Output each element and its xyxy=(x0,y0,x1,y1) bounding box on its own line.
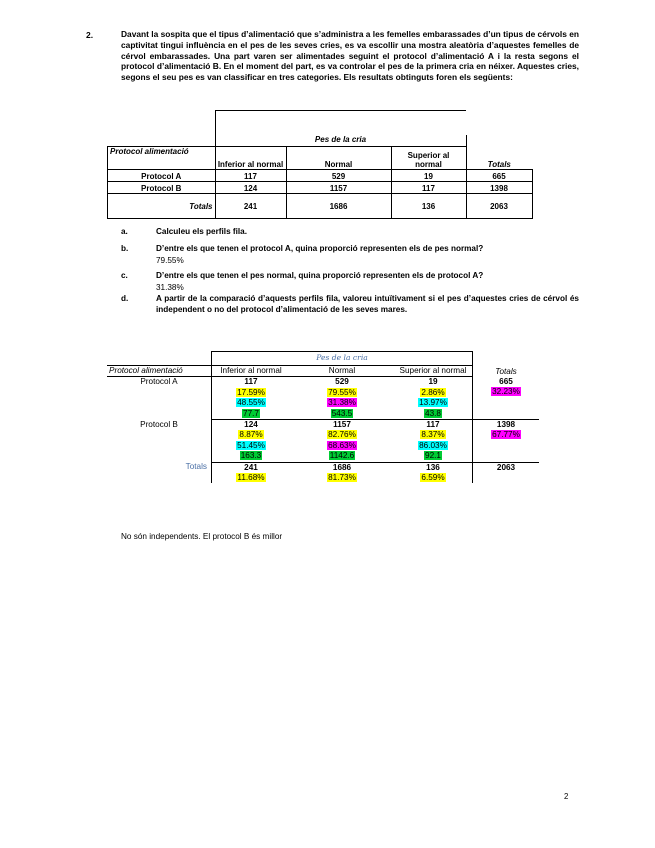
table1-totals-label: Totals xyxy=(108,194,216,219)
row-profile-percent: 79.55% xyxy=(328,387,356,397)
table2-col-inferior: Inferior al normal xyxy=(212,366,291,377)
row-profile-percent: 17.59% xyxy=(237,387,265,397)
expected-value: 543.5 xyxy=(331,408,353,418)
table1-cell: 19 xyxy=(391,170,466,182)
total-percent: 67.77% xyxy=(492,430,520,440)
row-profile-percent: 8.87% xyxy=(239,430,263,440)
table1-cell: 1157 xyxy=(286,182,391,194)
column-profile-percent: 86.03% xyxy=(419,440,447,450)
question-c xyxy=(121,271,581,283)
expected-value: 92.1 xyxy=(425,451,441,461)
table2-totals-label: Totals xyxy=(107,462,212,483)
table2-cell-group xyxy=(473,420,540,463)
expected-value: 43.8 xyxy=(425,408,441,418)
question-a xyxy=(121,227,581,239)
conclusion-text: No són independents. El protocol B és millor xyxy=(121,532,283,541)
expected-value: 163.3 xyxy=(240,451,262,461)
column-profile-percent: 31.38% xyxy=(328,398,356,408)
table1-cell: 124 xyxy=(215,182,286,194)
table2-cell-group xyxy=(212,462,291,483)
table1-col-totals: Totals xyxy=(487,160,511,169)
table1-cell: 1686 xyxy=(286,194,391,219)
row-profile-percent: 6.59% xyxy=(421,473,445,483)
column-profile-percent: 13.97% xyxy=(419,398,447,408)
table1-cell: 117 xyxy=(215,170,286,182)
table2-col-superior: Superior al normal xyxy=(394,366,473,377)
count-value: 124 xyxy=(244,420,258,430)
expected-value: 77.7 xyxy=(243,408,259,418)
table1-cell: 1398 xyxy=(466,182,532,194)
table2-group-header: Pes de la cria xyxy=(316,353,368,363)
table2-row-header-label: Protocol alimentació xyxy=(107,366,212,377)
page-number: 2 xyxy=(564,792,569,801)
table1-row-label: Protocol A xyxy=(108,170,216,182)
column-profile-percent: 51.45% xyxy=(237,440,265,450)
row-profile-percent: 8.37% xyxy=(421,430,445,440)
table1-cell: 529 xyxy=(286,170,391,182)
question-text: D’entre els que tenen el pes normal, quina proporció representen els de protocol A? xyxy=(156,271,484,280)
count-value: 1686 xyxy=(332,462,352,472)
question-number: 2. xyxy=(86,30,94,40)
question-letter: d. xyxy=(121,294,129,303)
count-value: 665 xyxy=(499,376,513,386)
table2-cell-group xyxy=(290,420,394,463)
question-text: Calculeu els perfils fila. xyxy=(156,227,248,236)
question-text: D’entre els que tenen el protocol A, quina proporció representen els de pes normal? xyxy=(156,244,484,253)
intro-paragraph: Davant la sospita que el tipus d’alimentació que s’administra a les femelles embarassades d’un tipus de cérvols en captivitat tingui influència en el pes de les seves cries, es va escollir una mostra aleatòria d’aquestes femelles de cérvol embarassades. Una part varen ser alimentades seguint el protocol d’alimentació A i la resta segons el protocol d’alimentació B. En el moment del part, es va controlar el pes de la primera cria en néixer. Aquestes cries, segons el seu pes es van classificar en tres categories. Els resultats obtinguts foren els següents: xyxy=(121,29,579,83)
count-value: 117 xyxy=(426,420,440,430)
table2-cell-group xyxy=(290,462,394,483)
table2-row-label: Protocol B xyxy=(107,420,212,463)
column-profile-percent: 68.63% xyxy=(328,440,356,450)
expected-value: 1142.6 xyxy=(329,451,355,461)
total-percent: 32.23% xyxy=(492,387,520,397)
count-value: 2063 xyxy=(496,462,516,472)
count-value: 241 xyxy=(244,462,258,472)
table1-col-superior: Superior al normal xyxy=(391,147,466,170)
table2-cell-group xyxy=(212,377,291,420)
table2-col-normal: Normal xyxy=(290,366,394,377)
table2-cell-group xyxy=(290,377,394,420)
table1-col-normal: Normal xyxy=(286,147,391,170)
table1-cell: 665 xyxy=(466,170,532,182)
table2-cell-group xyxy=(394,420,473,463)
table1-group-header: Pes de la cria xyxy=(215,135,466,147)
table1-row-header-label: Protocol alimentació xyxy=(108,147,216,170)
row-profile-percent: 82.76% xyxy=(328,430,356,440)
table2-cell-group xyxy=(212,420,291,463)
table2-cell-group xyxy=(473,377,540,420)
question-d xyxy=(121,294,581,318)
table2-cell-group xyxy=(394,377,473,420)
table2-row-label: Protocol A xyxy=(107,377,212,420)
question-letter: a. xyxy=(121,227,128,236)
table1-row-label: Protocol B xyxy=(108,182,216,194)
count-value: 117 xyxy=(244,377,258,387)
row-profile-percent: 81.73% xyxy=(328,473,356,483)
table1-cell: 241 xyxy=(215,194,286,219)
question-letter: b. xyxy=(121,244,129,253)
table2-cell-group xyxy=(394,462,473,483)
table1-cell: 136 xyxy=(391,194,466,219)
contingency-table xyxy=(107,110,533,219)
count-value: 529 xyxy=(335,377,349,387)
table1-cell: 117 xyxy=(391,182,466,194)
table1-cell: 2063 xyxy=(466,194,532,219)
table1-col-inferior: Inferior al normal xyxy=(215,147,286,170)
answer-b: 79.55% xyxy=(156,256,184,265)
count-value: 136 xyxy=(426,462,440,472)
count-value: 1157 xyxy=(333,420,351,430)
question-b xyxy=(121,244,581,256)
table2-col-totals: Totals xyxy=(495,366,517,376)
question-text: A partir de la comparació d’aquests perfils fila, valoreu intuïtivament si el pes d’aquestes cries de cérvol és independent o no del protocol d’alimentació de les seves mares. xyxy=(156,294,579,314)
answer-c: 31.38% xyxy=(156,283,184,292)
column-profile-percent: 48.55% xyxy=(237,398,265,408)
profiles-table xyxy=(107,351,539,483)
question-letter: c. xyxy=(121,271,128,280)
row-profile-percent: 11.68% xyxy=(237,473,265,483)
row-profile-percent: 2.86% xyxy=(421,387,445,397)
count-value: 19 xyxy=(428,377,438,387)
table2-cell-group xyxy=(473,462,540,483)
count-value: 1398 xyxy=(496,420,516,430)
